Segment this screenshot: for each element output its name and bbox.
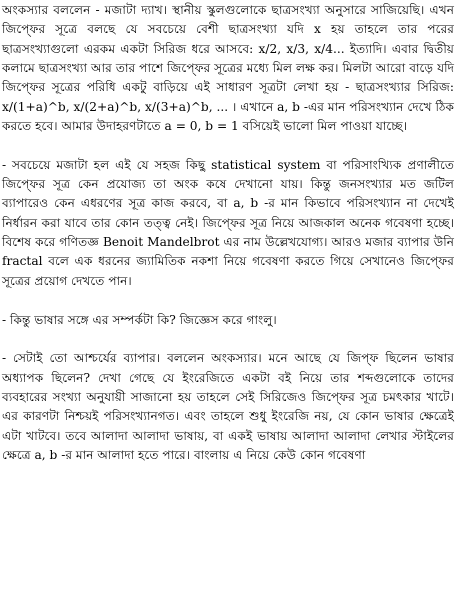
paragraph-spacer bbox=[2, 291, 454, 310]
paragraph-spacer bbox=[2, 330, 454, 349]
paragraph-spacer bbox=[2, 136, 454, 155]
paragraph-zipf-school-example: অংকস্যার বললেন - মজাটা দ্যাখ। স্থানীয় স্কুলগুলোকে ছাত্রসংখ্যা অনুসারে সাজিয়েছি। এখন জিপ্ফের সূত্রে বলছে যে সবচেয়ে বেশী ছাত্রসংখ্যা যদি x হয় তাহলে তার পরের ছাত্রসংখ্যাগুলো এরকম একটা সিরিজ ধরে আসবে: x/2, x/3, x/4... ইত্যাদি। এবার দ্বিতীয় কলামে ছাত্রসংখ্যা আর তার পাশে জিপ্ফের সূত্রের মধ্যে মিল লক্ষ কর। মিলটা আরো বাড়ে যদি জিপ্ফের সূত্রের পরিধি একটু বাড়িয়ে এই সাধারণ সূত্রটা লেখা হয় - ছাত্রসংখ্যার সিরিজ: x/(1+a)^b, x/(2+a)^b, x/(3+a)^b, ... । এখানে a, b -এর মান পরিসংখ্যান দেখে ঠিক করতে হবে। আমার উদাহরণটাতে a = 0, b = 1 বসিয়েই ভালো মিল পাওয়া যাচ্ছে। bbox=[2, 3, 454, 134]
paragraph-language-zipf: - সেটাই তো আশ্চর্যের ব্যাপার। বললেন অংকস্যার। মনে আছে যে জিপ্ফ ছিলেন ভাষার অধ্যাপক ছিলেন? দেখা গেছে যে ইংরেজিতে একটা বই নিয়ে তার শব্দগুলোকে তাদের ব্যবহারের সংখ্যা অনুযায়ী সাজানো হয় তাহলে সেই সিরিজেও জিপ্ফের সূত্র চমৎকার খাটে। এর কারণটা নিশ্চয়ই পরিসংখ্যানগত। এবং তাহলে শুধু ইংরেজি নয়, যে কোন ভাষার ক্ষেত্রেই এটা খাটবে। তবে আলাদা আলাদা ভাষায়, বা একই ভাষায় আলাদা আলাদা লেখার স্টাইলের ক্ষেত্রে a, b -র মান আলাদা হতে পারে। বাংলায় এ নিয়ে কেউ কোন গবেষণা bbox=[2, 351, 454, 462]
paragraph-statistical-system: - সবচেয়ে মজাটা হল এই যে সহজ কিছু statistical system বা পরিসাংখ্যিক প্রণালীতে জিপ্ফের সূত্র কেন প্রযোজ্য তা অংক কষে দেখানো যায়। কিন্তু জনসংখ্যার মত জটিল ব্যাপারেও কেন এধরণের সূত্র কাজ করবে, বা a, b -র মান কিভাবে পরিসংখ্যান না দেখেই নির্ধারন করা যাবে তার কোন তত্ত্ব নেই। জিপ্ফের সূত্র নিয়ে আজকাল অনেক গবেষণা হচ্ছে। বিশেষ করে গণিতজ্ঞ Benoit Mandelbrot এর নাম উল্লেখযোগ্য। আরও মজার ব্যাপার উনি fractal বলে এক ধরনের জ্যামিতিক নকশা নিয়ে গবেষণা করতে গিয়ে সেখানেও জিপ্ফের সূত্রের প্রয়োগ দেখতে পান। bbox=[2, 157, 454, 288]
paragraph-gonglu-question: - কিন্তু ভাষার সঙ্গে এর সম্পর্কটা কি? জিজ্ঞেস করে গাংলু। bbox=[2, 312, 277, 327]
